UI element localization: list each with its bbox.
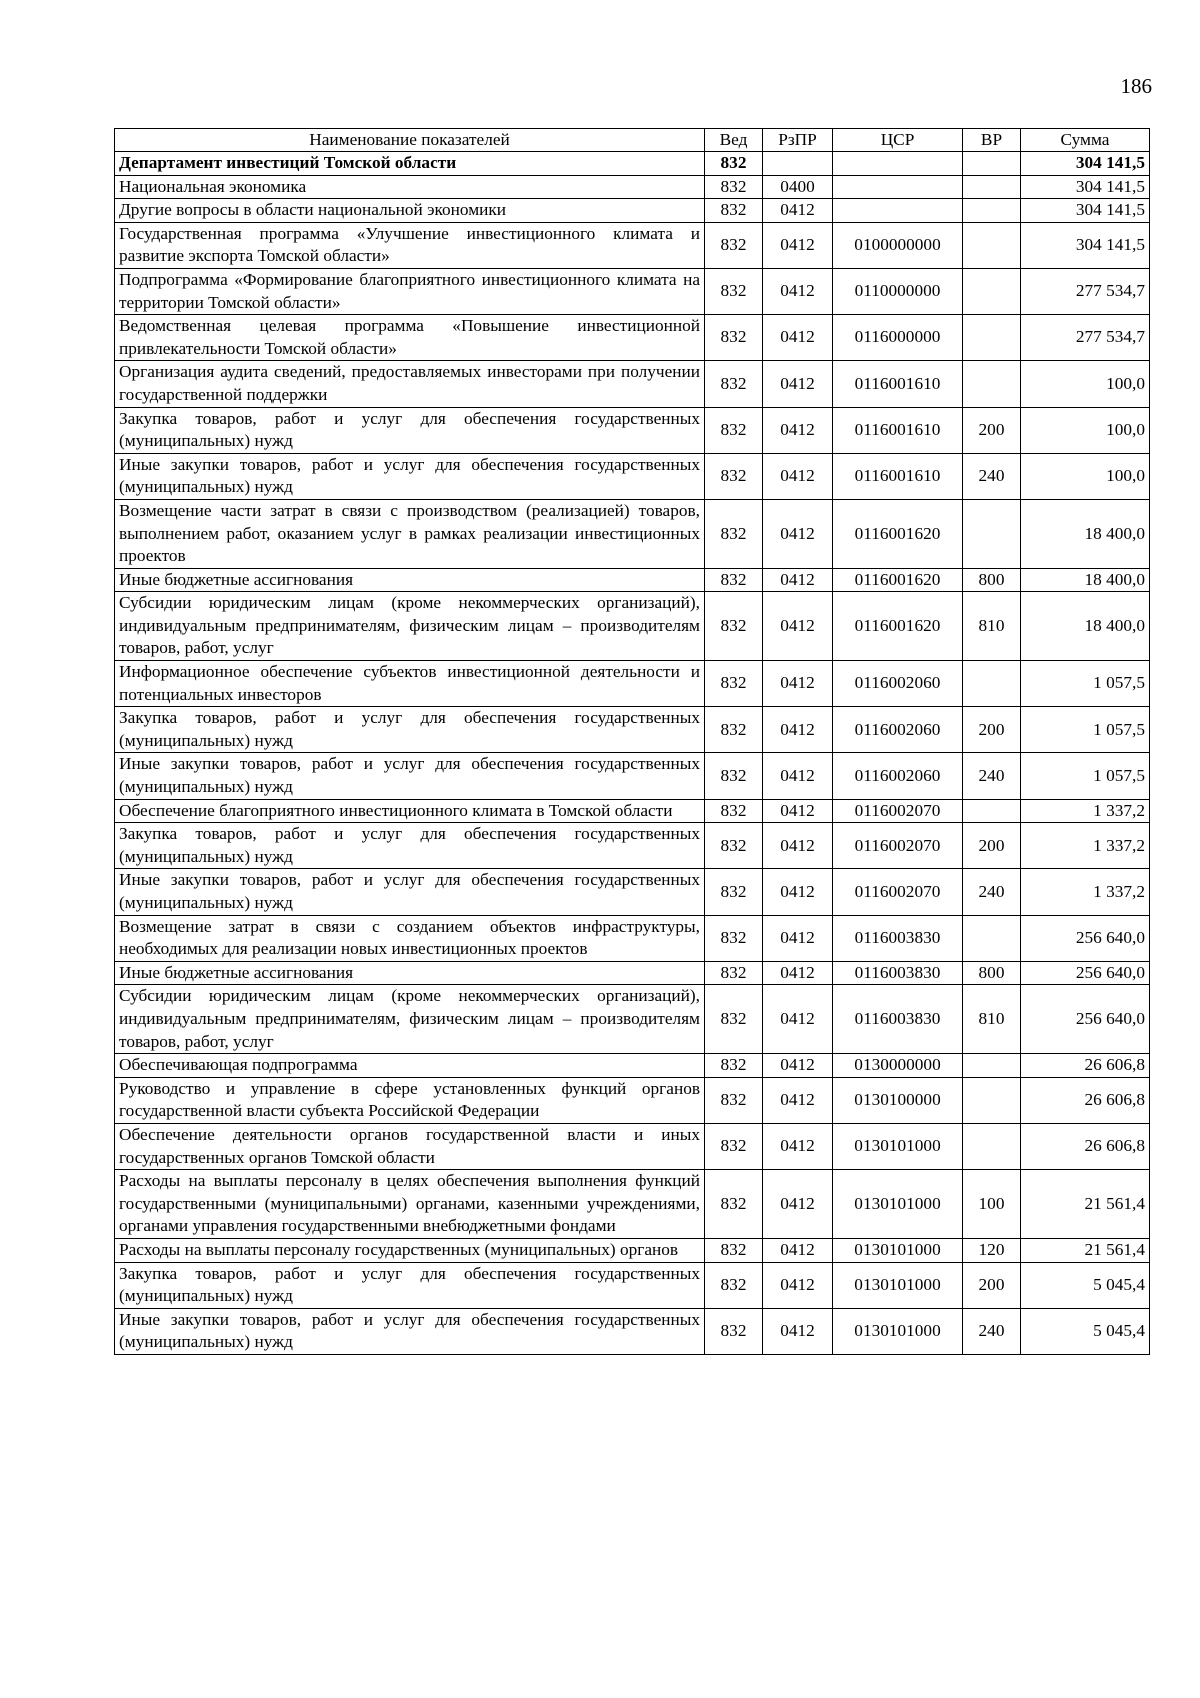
table-row [115,1308,1150,1354]
cell-name: Субсидии юридическим лицам (кроме некоммерческих организаций), индивидуальным предпринимателям, физическим лицам – производителям товаров, работ, услуг [115,592,705,661]
cell-name: Расходы на выплаты персоналу государственных (муниципальных) органов [115,1238,705,1262]
cell-ved: 832 [705,592,763,661]
cell-name: Закупка товаров, работ и услуг для обеспечения государственных (муниципальных) нужд [115,707,705,753]
cell-vr [963,499,1021,568]
cell-ved: 832 [705,152,763,176]
cell-csr: 0116002070 [833,823,963,869]
cell-csr: 0130100000 [833,1077,963,1123]
cell-name: Организация аудита сведений, предоставляемых инвесторами при получении государственной поддержки [115,361,705,407]
cell-rzpr: 0412 [763,961,833,985]
cell-sum: 26 606,8 [1021,1054,1150,1078]
cell-name: Субсидии юридическим лицам (кроме некоммерческих организаций), индивидуальным предпринимателям, физическим лицам – производителям товаров, работ, услуг [115,985,705,1054]
cell-name: Подпрограмма «Формирование благоприятного инвестиционного климата на территории Томской области» [115,268,705,314]
cell-sum: 100,0 [1021,407,1150,453]
header-csr: ЦСР [833,129,963,152]
cell-rzpr: 0412 [763,1308,833,1354]
cell-vr: 240 [963,1308,1021,1354]
cell-rzpr: 0412 [763,499,833,568]
cell-rzpr: 0412 [763,1054,833,1078]
cell-rzpr: 0412 [763,707,833,753]
cell-csr: 0116001610 [833,407,963,453]
cell-sum: 304 141,5 [1021,199,1150,223]
cell-csr: 0116002060 [833,753,963,799]
cell-ved: 832 [705,453,763,499]
table-row [115,707,1150,753]
cell-rzpr: 0412 [763,1170,833,1239]
cell-ved: 832 [705,361,763,407]
cell-ved: 832 [705,1238,763,1262]
cell-ved: 832 [705,915,763,961]
table-row [115,315,1150,361]
cell-csr: 0110000000 [833,268,963,314]
cell-vr: 810 [963,592,1021,661]
cell-ved: 832 [705,268,763,314]
cell-vr [963,1054,1021,1078]
cell-rzpr: 0412 [763,1262,833,1308]
cell-vr: 200 [963,407,1021,453]
header-vr: ВР [963,129,1021,152]
cell-vr: 240 [963,753,1021,799]
cell-csr: 0130101000 [833,1262,963,1308]
cell-sum: 26 606,8 [1021,1077,1150,1123]
table-row [115,961,1150,985]
cell-vr [963,152,1021,176]
cell-sum: 18 400,0 [1021,499,1150,568]
page-number: 186 [1120,74,1152,98]
cell-csr: 0130000000 [833,1054,963,1078]
cell-sum: 304 141,5 [1021,222,1150,268]
header-rzpr: РзПР [763,129,833,152]
cell-csr: 0116003830 [833,985,963,1054]
cell-csr: 0116001610 [833,453,963,499]
table-row [115,568,1150,592]
cell-rzpr: 0412 [763,361,833,407]
cell-ved: 832 [705,869,763,915]
cell-ved: 832 [705,407,763,453]
cell-sum: 18 400,0 [1021,568,1150,592]
cell-sum: 304 141,5 [1021,152,1150,176]
table-row [115,499,1150,568]
cell-name: Ведомственная целевая программа «Повышение инвестиционной привлекательности Томской области» [115,315,705,361]
table-row [115,268,1150,314]
cell-vr [963,315,1021,361]
cell-csr: 0116001620 [833,499,963,568]
cell-ved: 832 [705,823,763,869]
table-row [115,915,1150,961]
cell-name: Департамент инвестиций Томской области [115,152,705,176]
table-row [115,1054,1150,1078]
cell-vr [963,1123,1021,1169]
cell-vr [963,1077,1021,1123]
cell-vr: 810 [963,985,1021,1054]
cell-sum: 21 561,4 [1021,1238,1150,1262]
cell-csr: 0130101000 [833,1123,963,1169]
cell-vr: 240 [963,453,1021,499]
cell-ved: 832 [705,985,763,1054]
cell-sum: 100,0 [1021,361,1150,407]
cell-name: Возмещение части затрат в связи с производством (реализацией) товаров, выполнением работ, оказанием услуг в рамках реализации инвестиционных проектов [115,499,705,568]
cell-rzpr: 0412 [763,985,833,1054]
cell-csr [833,175,963,199]
cell-csr: 0116002070 [833,799,963,823]
table-row [115,985,1150,1054]
cell-ved: 832 [705,175,763,199]
cell-sum: 256 640,0 [1021,961,1150,985]
cell-csr: 0116003830 [833,915,963,961]
cell-csr: 0116001610 [833,361,963,407]
cell-csr [833,199,963,223]
cell-rzpr: 0412 [763,1238,833,1262]
table-row [115,222,1150,268]
cell-name: Расходы на выплаты персоналу в целях обеспечения выполнения функций государственными (муниципальными) органами, казенными учреждениями, органами управления государственными внебюджетными фондами [115,1170,705,1239]
table-row [115,1077,1150,1123]
cell-ved: 832 [705,315,763,361]
table-row [115,407,1150,453]
cell-rzpr: 0412 [763,568,833,592]
cell-rzpr: 0412 [763,592,833,661]
cell-sum: 1 057,5 [1021,707,1150,753]
table-row [115,1170,1150,1239]
cell-name: Национальная экономика [115,175,705,199]
cell-name: Обеспечение благоприятного инвестиционного климата в Томской области [115,799,705,823]
cell-name: Возмещение затрат в связи с созданием объектов инфраструктуры, необходимых для реализации новых инвестиционных проектов [115,915,705,961]
cell-sum: 100,0 [1021,453,1150,499]
table-row [115,199,1150,223]
table-header-row [115,129,1150,152]
cell-rzpr [763,152,833,176]
cell-sum: 5 045,4 [1021,1308,1150,1354]
cell-sum: 256 640,0 [1021,915,1150,961]
cell-ved: 832 [705,753,763,799]
budget-table [114,128,1150,1355]
cell-ved: 832 [705,568,763,592]
cell-vr: 200 [963,823,1021,869]
cell-sum: 277 534,7 [1021,268,1150,314]
cell-name: Обеспечивающая подпрограмма [115,1054,705,1078]
table-row [115,1123,1150,1169]
table-row [115,175,1150,199]
cell-csr: 0116001620 [833,592,963,661]
cell-csr [833,152,963,176]
cell-ved: 832 [705,222,763,268]
cell-sum: 5 045,4 [1021,1262,1150,1308]
cell-ved: 832 [705,707,763,753]
cell-sum: 1 337,2 [1021,799,1150,823]
cell-vr [963,175,1021,199]
cell-ved: 832 [705,1170,763,1239]
cell-csr: 0130101000 [833,1308,963,1354]
cell-name: Иные бюджетные ассигнования [115,568,705,592]
cell-name: Иные бюджетные ассигнования [115,961,705,985]
cell-vr [963,199,1021,223]
cell-vr [963,222,1021,268]
cell-ved: 832 [705,1262,763,1308]
cell-name: Руководство и управление в сфере установленных функций органов государственной власти субъекта Российской Федерации [115,1077,705,1123]
cell-ved: 832 [705,799,763,823]
cell-name: Иные закупки товаров, работ и услуг для обеспечения государственных (муниципальных) нужд [115,753,705,799]
cell-name: Иные закупки товаров, работ и услуг для обеспечения государственных (муниципальных) нужд [115,453,705,499]
cell-sum: 18 400,0 [1021,592,1150,661]
cell-ved: 832 [705,1054,763,1078]
cell-sum: 256 640,0 [1021,985,1150,1054]
cell-name: Иные закупки товаров, работ и услуг для обеспечения государственных (муниципальных) нужд [115,869,705,915]
cell-csr: 0116003830 [833,961,963,985]
cell-rzpr: 0412 [763,1123,833,1169]
cell-sum: 1 337,2 [1021,823,1150,869]
cell-name: Другие вопросы в области национальной экономики [115,199,705,223]
cell-vr [963,268,1021,314]
cell-sum: 277 534,7 [1021,315,1150,361]
header-ved: Вед [705,129,763,152]
cell-sum: 304 141,5 [1021,175,1150,199]
cell-name: Закупка товаров, работ и услуг для обеспечения государственных (муниципальных) нужд [115,407,705,453]
cell-rzpr: 0412 [763,407,833,453]
cell-sum: 1 057,5 [1021,661,1150,707]
cell-vr: 800 [963,961,1021,985]
table-row [115,361,1150,407]
cell-csr: 0130101000 [833,1238,963,1262]
cell-name: Закупка товаров, работ и услуг для обеспечения государственных (муниципальных) нужд [115,823,705,869]
table-row [115,152,1150,176]
cell-csr: 0116002070 [833,869,963,915]
cell-name: Закупка товаров, работ и услуг для обеспечения государственных (муниципальных) нужд [115,1262,705,1308]
cell-csr: 0116002060 [833,707,963,753]
cell-rzpr: 0412 [763,1077,833,1123]
cell-sum: 1 057,5 [1021,753,1150,799]
cell-ved: 832 [705,1123,763,1169]
cell-name: Информационное обеспечение субъектов инвестиционной деятельности и потенциальных инвесторов [115,661,705,707]
cell-csr: 0116000000 [833,315,963,361]
cell-ved: 832 [705,961,763,985]
cell-vr [963,799,1021,823]
table-row [115,592,1150,661]
cell-ved: 832 [705,499,763,568]
cell-vr: 800 [963,568,1021,592]
cell-ved: 832 [705,1077,763,1123]
cell-ved: 832 [705,199,763,223]
table-row [115,661,1150,707]
cell-rzpr: 0412 [763,222,833,268]
cell-rzpr: 0412 [763,915,833,961]
cell-rzpr: 0412 [763,799,833,823]
cell-vr: 200 [963,707,1021,753]
cell-rzpr: 0400 [763,175,833,199]
table-body [115,152,1150,1355]
cell-rzpr: 0412 [763,453,833,499]
cell-sum: 1 337,2 [1021,869,1150,915]
cell-sum: 21 561,4 [1021,1170,1150,1239]
cell-csr: 0130101000 [833,1170,963,1239]
header-sum: Сумма [1021,129,1150,152]
cell-vr [963,915,1021,961]
cell-rzpr: 0412 [763,268,833,314]
table-row [115,453,1150,499]
cell-rzpr: 0412 [763,661,833,707]
cell-rzpr: 0412 [763,753,833,799]
cell-vr: 120 [963,1238,1021,1262]
table-row [115,1262,1150,1308]
cell-vr: 200 [963,1262,1021,1308]
cell-name: Государственная программа «Улучшение инвестиционного климата и развитие экспорта Томской области» [115,222,705,268]
cell-vr [963,661,1021,707]
cell-rzpr: 0412 [763,823,833,869]
header-name: Наименование показателей [115,129,705,152]
cell-rzpr: 0412 [763,199,833,223]
cell-name: Обеспечение деятельности органов государственной власти и иных государственных органов Томской области [115,1123,705,1169]
table-row [115,753,1150,799]
cell-name: Иные закупки товаров, работ и услуг для обеспечения государственных (муниципальных) нужд [115,1308,705,1354]
cell-csr: 0100000000 [833,222,963,268]
table-row [115,799,1150,823]
cell-vr: 100 [963,1170,1021,1239]
cell-sum: 26 606,8 [1021,1123,1150,1169]
cell-csr: 0116001620 [833,568,963,592]
cell-rzpr: 0412 [763,315,833,361]
table-row [115,1238,1150,1262]
table-row [115,869,1150,915]
cell-csr: 0116002060 [833,661,963,707]
cell-vr: 240 [963,869,1021,915]
cell-ved: 832 [705,661,763,707]
cell-vr [963,361,1021,407]
table-row [115,823,1150,869]
cell-ved: 832 [705,1308,763,1354]
cell-rzpr: 0412 [763,869,833,915]
